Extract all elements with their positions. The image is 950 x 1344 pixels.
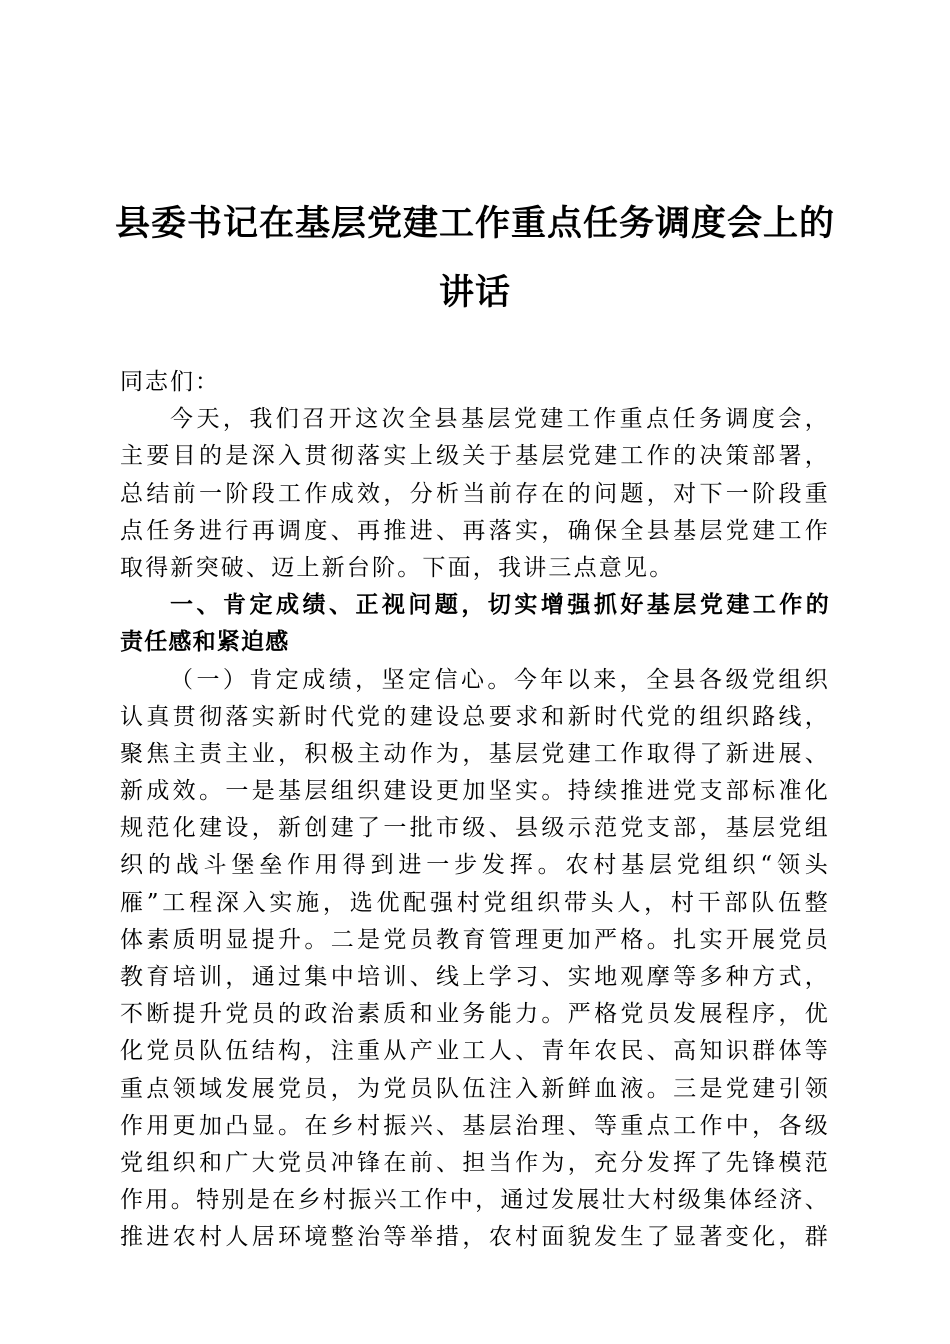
paragraph-line: 认真贯彻落实新时代党的建设总要求和新时代党的组织路线， bbox=[120, 703, 830, 730]
paragraph-line: 今天，我们召开这次全县基层党建工作重点任务调度会， bbox=[170, 406, 830, 433]
document-title-line-1: 县委书记在基层党建工作重点任务调度会上的 bbox=[114, 203, 835, 244]
section-heading-line: 一、肯定成绩、正视问题，切实增强抓好基层党建工作的 bbox=[170, 592, 830, 619]
paragraph-line: （一）肯定成绩，坚定信心。今年以来，全县各级党组织 bbox=[170, 666, 830, 693]
paragraph-line: 作用。特别是在乡村振兴工作中，通过发展壮大村级集体经济、 bbox=[120, 1187, 830, 1214]
paragraph-achievements bbox=[120, 662, 830, 1257]
paragraph-line: 体素质明显提升。二是党员教育管理更加严格。扎实开展党员 bbox=[120, 926, 830, 953]
paragraph-intro bbox=[120, 401, 830, 587]
paragraph-line: 点任务进行再调度、再推进、再落实，确保全县基层党建工作 bbox=[120, 517, 830, 544]
paragraph-line: 织的战斗堡垒作用得到进一步发挥。农村基层党组织“领头 bbox=[120, 852, 830, 879]
paragraph-line: 总结前一阶段工作成效，分析当前存在的问题，对下一阶段重 bbox=[120, 480, 830, 507]
section-heading-line: 责任感和紧迫感 bbox=[120, 629, 290, 656]
paragraph-line: 聚焦主责主业，积极主动作为，基层党建工作取得了新进展、 bbox=[120, 740, 830, 767]
paragraph-line: 教育培训，通过集中培训、线上学习、实地观摩等多种方式， bbox=[120, 964, 830, 990]
paragraph-line: 作用更加凸显。在乡村振兴、基层治理、等重点工作中，各级 bbox=[120, 1112, 830, 1139]
paragraph-line: 党组织和广大党员冲锋在前、担当作为，充分发挥了先锋模范 bbox=[120, 1149, 830, 1176]
paragraph-line: 新成效。一是基层组织建设更加坚实。持续推进党支部标准化 bbox=[120, 778, 830, 805]
paragraph-line: 推进农村人居环境整治等举措，农村面貌发生了显著变化，群 bbox=[120, 1224, 830, 1251]
section-heading-1 bbox=[120, 587, 830, 661]
document-body bbox=[120, 364, 830, 1257]
paragraph-line: 重点领域发展党员，为党员队伍注入新鲜血液。三是党建引领 bbox=[120, 1075, 830, 1102]
paragraph-line: 取得新突破、迈上新台阶。下面，我讲三点意见。 bbox=[120, 554, 675, 581]
document-title-line-2: 讲话 bbox=[438, 272, 511, 313]
paragraph-line: 化党员队伍结构，注重从产业工人、青年农民、高知识群体等 bbox=[120, 1038, 830, 1065]
paragraph-line: 主要目的是深入贯彻落实上级关于基层党建工作的决策部署， bbox=[120, 443, 830, 470]
paragraph-line: 不断提升党员的政治素质和业务能力。严格党员发展程序，优 bbox=[120, 1001, 830, 1028]
salutation: 同志们： bbox=[120, 369, 220, 395]
paragraph-line: 雁”工程深入实施，选优配强村党组织带头人，村干部队伍整 bbox=[120, 889, 830, 916]
paragraph-line: 规范化建设，新创建了一批市级、县级示范党支部，基层党组 bbox=[120, 815, 830, 842]
